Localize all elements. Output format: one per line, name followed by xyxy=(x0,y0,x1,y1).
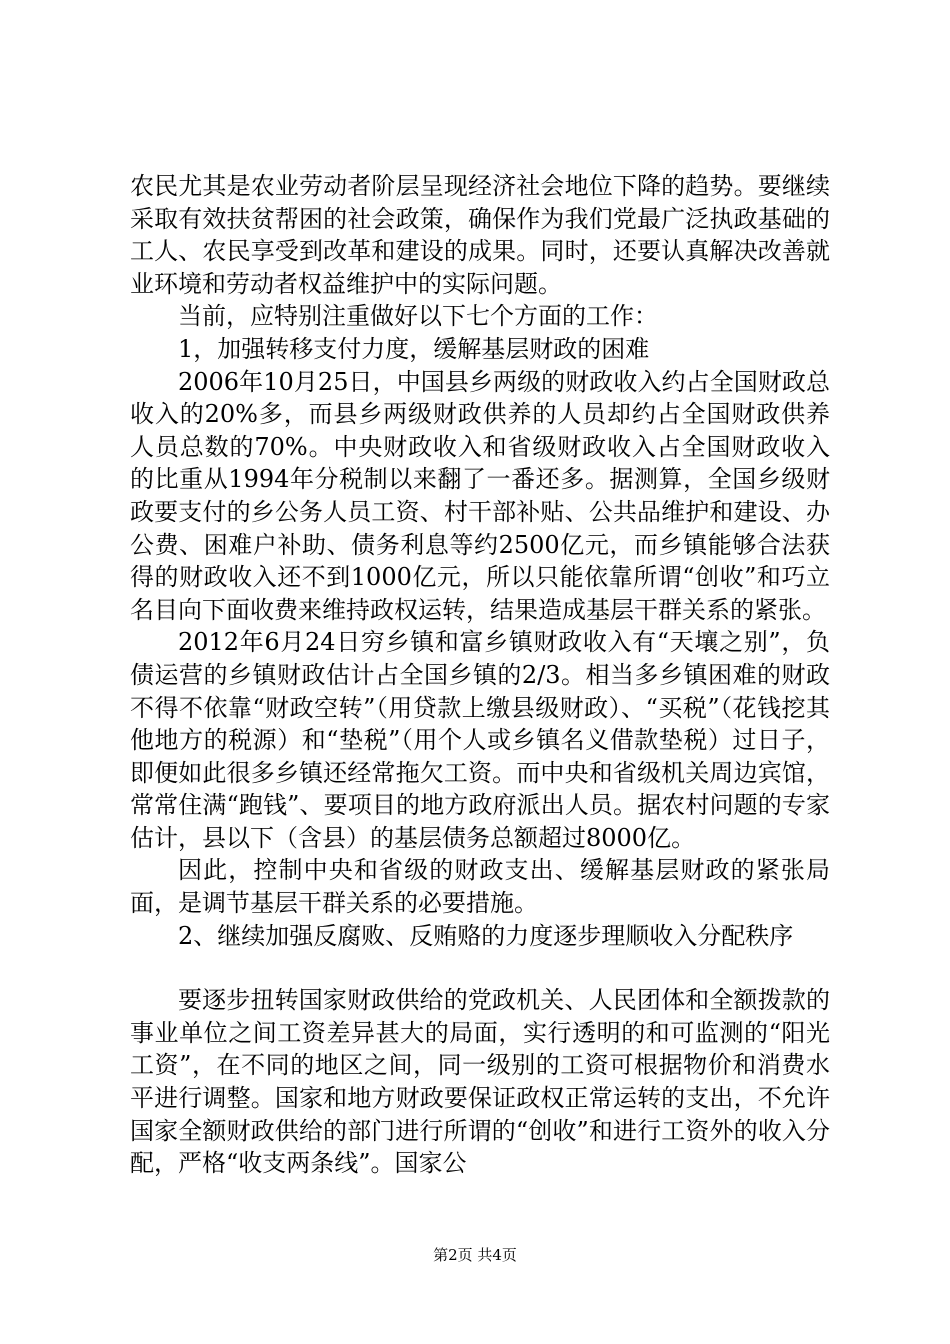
page-footer: 第2页 共4页 xyxy=(433,1246,517,1264)
section-heading-2: 2、继续加强反腐败、反贿赂的力度逐步理顺收入分配秩序 xyxy=(178,921,794,950)
paragraph-finance-2006: 2006年10月25日，中国县乡两级的财政收入约占全国财政总收入的20%多，而县乡两级财政供养的人员却约占全国财政供养人员总数的70%。中央财政收入和省级财政收入占全国财政收入的比重从1994年分税制以来翻了一番还多。据测算，全国乡级财政要支付的乡公务人员工资、村干部补贴、公共品维护和建设、办公费、困难户补助、债务利息等约2500亿元，而乡镇能够合法获得的财政收入还不到1000亿元，所以只能依靠所谓“创收”和巧立名目向下面收费来维持政权运转，结果造成基层干群关系的紧张。 xyxy=(130,367,830,624)
blank-line xyxy=(130,952,830,984)
document-body xyxy=(130,170,830,1180)
section-heading-1: 1，加强转移支付力度，缓解基层财政的困难 xyxy=(178,334,650,363)
paragraph-sunshine-wages: 要逐步扭转国家财政供给的党政机关、人民团体和全额拨款的事业单位之间工资差异甚大的局面，实行透明的和可监测的“阳光工资”，在不同的地区之间，同一级别的工资可根据物价和消费水平进行调整。国家和地方财政要保证政权正常运转的支出，不允许国家全额财政供给的部门进行所谓的“创收”和进行工资外的收入分配，严格“收支两条线”。国家公 xyxy=(130,986,830,1178)
paragraph-intro: 当前，应特别注重做好以下七个方面的工作： xyxy=(178,302,658,331)
paragraph-finance-2012: 2012年6月24日穷乡镇和富乡镇财政收入有“天壤之别”，负债运营的乡镇财政估计占全国乡镇的2/3。相当多乡镇困难的财政不得不依靠“财政空转”（用贷款上缴县级财政）、“买税”（花钱挖其他地方的税源）和“垫税”（用个人或乡镇名义借款垫税）过日子，即便如此很多乡镇还经常拖欠工资。而中央和省级机关周边宾馆，常常住满“跑钱”、要项目的地方政府派出人员。据农村问题的专家估计，县以下（含县）的基层债务总额超过8000亿。 xyxy=(130,628,830,852)
paragraph-continuation: 农民尤其是农业劳动者阶层呈现经济社会地位下降的趋势。要继续采取有效扶贫帮困的社会政策，确保作为我们党最广泛执政基础的工人、农民享受到改革和建设的成果。同时，还要认真解决改善就业环境和劳动者权益维护中的实际问题。 xyxy=(130,172,830,298)
paragraph-conclusion: 因此，控制中央和省级的财政支出、缓解基层财政的紧张局面，是调节基层干群关系的必要措施。 xyxy=(130,856,830,918)
